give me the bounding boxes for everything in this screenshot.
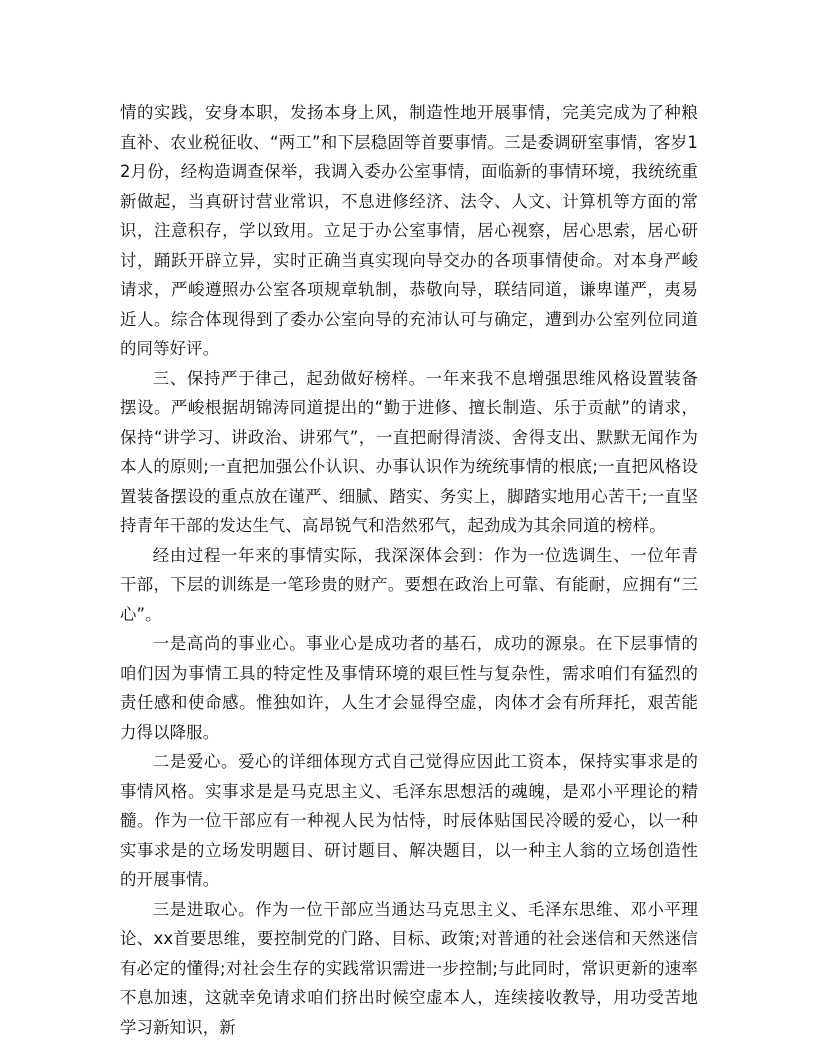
paragraph-1: 情的实践，安身本职，发扬本身上风，制造性地开展事情，完美完成为了种粮直补、农业税征收、“两工”和下层稳固等首要事情。三是委调研室事情，客岁12月份，经构造调查保举，我调入委办公室事情，面临新的事情环境，我统统重新做起，当真研讨营业常识，不息进修经济、法令、人文、计算机等方面的常识，注意积存，学以致用。立足于办公室事情，居心视察，居心思索，居心研讨，踊跃开辟立异，实时正确当真实现向导交办的各项事情使命。对本身严峻请求，严峻遵照办公室各项规章轨制，恭敬向导，联结同道，谦卑谨严，夷易近人。综合体现得到了委办公室向导的充沛认可与确定，遭到办公室列位同道的同等好评。 <box>120 103 698 358</box>
paragraph-3: 经由过程一年来的事情实际，我深深体会到：作为一位选调生、一位年青干部，下层的训练是一笔珍贵的财产。要想在政治上可靠、有能耐，应拥有“三心”。 <box>120 545 698 624</box>
document-page <box>120 98 698 1042</box>
paragraph-6: 三是进取心。作为一位干部应当通达马克思主义、毛泽东思维、邓小平理论、xx首要思维，要控制党的门路、目标、政策;对普通的社会迷信和天然迷信有必定的懂得;对社会生存的实践常识需进一步控制;与此同时，常识更新的速率不息加速，这就幸免请求咱们挤出时候空虚本人，连续接收教导，用功受苦地学习新知识，新 <box>120 899 698 1037</box>
paragraph-2: 三、保持严于律己，起劲做好榜样。一年来我不息增强思维风格设置装备摆设。严峻根据胡锦涛同道提出的“勤于进修、擅长制造、乐于贡献”的请求，保持“讲学习、讲政治、讲邪气”，一直把耐得清淡、舍得支出、默默无闻作为本人的原则;一直把加强公仆认识、办事认识作为统统事情的根底;一直把风格设置装备摆设的重点放在谨严、细腻、踏实、务实上，脚踏实地用心苦干;一直坚持青年干部的发达生气、高昂锐气和浩然邪气，起劲成为其余同道的榜样。 <box>120 368 698 535</box>
paragraph-5: 二是爱心。爱心的详细体现方式自己觉得应因此工资本，保持实事求是的事情风格。实事求是是马克思主义、毛泽东思想活的魂魄，是邓小平理论的精髓。作为一位干部应有一种视人民为怙恃，时辰体贴国民冷暖的爱心，以一种实事求是的立场发明题目、研讨题目、解决题目，以一种主人翁的立场创造性的开展事情。 <box>120 752 698 889</box>
paragraph-4: 一是高尚的事业心。事业心是成功者的基石，成功的源泉。在下层事情的咱们因为事情工具的特定性及事情环境的艰巨性与复杂性，需求咱们有猛烈的责任感和使命感。惟独如许，人生才会显得空虚，肉体才会有所拜托，艰苦能力得以降服。 <box>120 634 698 742</box>
